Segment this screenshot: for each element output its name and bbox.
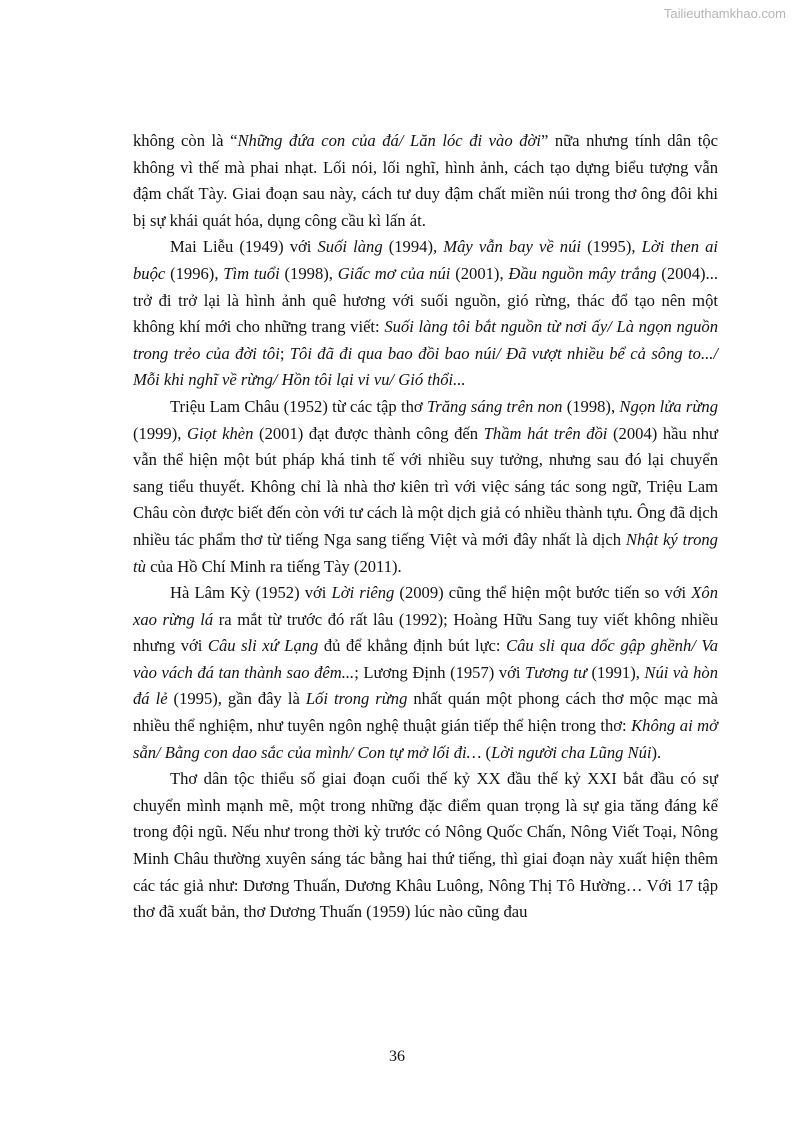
- text-run: nhất quán một phong cách thơ mộc mạc mà nhiều thể nghiệm, như tuyên ngôn nghệ thuật gián tiếp thể hiện trong thơ:: [133, 689, 718, 736]
- text-run: (2004)... trở đi trở lại là hình ảnh quê hương với suối nguồn, gió rừng, thác đổ tạo nên một không khí mới cho những trang viết:: [133, 263, 718, 337]
- italic-run: Đầu nguồn mây trắng: [508, 263, 657, 283]
- watermark-text: Tailieuthamkhao.com: [663, 6, 786, 21]
- paragraph-3: [133, 394, 718, 580]
- text-run: (2001) đạt được thành công đến: [253, 423, 484, 443]
- italic-run: Suối làng: [317, 237, 383, 257]
- text-run: ; Lương Định (1957) với: [354, 662, 526, 682]
- italic-run: Câu sli qua dốc gập ghềnh/ Va vào vách đá tan thành sao đêm...: [133, 636, 718, 682]
- text-run: ).: [651, 742, 662, 762]
- text-run: (: [481, 742, 492, 762]
- text-run: ;: [279, 343, 290, 363]
- text-run: Hà Lâm Kỳ (1952) với: [170, 583, 332, 603]
- paragraph-1: [133, 128, 718, 234]
- italic-run: Núi và hòn đá lẻ: [133, 662, 719, 709]
- document-body: [133, 128, 718, 926]
- italic-run: Lối trong rừng: [305, 689, 408, 709]
- text-run: (1996): [165, 263, 215, 283]
- italic-run: Thầm hát trên đồi: [483, 423, 608, 443]
- text-run: (1995), gần đây là: [167, 689, 306, 709]
- text-run: (1999),: [133, 423, 187, 443]
- text-run: (2001),: [450, 263, 509, 283]
- italic-run: Tương tư: [525, 662, 587, 682]
- italic-run: , Lời then ai buộc: [133, 237, 719, 283]
- text-run: (1994): [382, 237, 433, 257]
- text-run: ” nữa nhưng tính dân tộc không vì thế mà phai nhạt. Lối nói, lối nghĩ, hình ảnh, cách tạo dựng biểu tượng vẫn đậm chất Tày. Giai đoạn sau này, cách tư duy đậm chất miền núi trong thơ ông đôi khi bị sự khái quát hóa, dụng công cầu kì lấn át.: [133, 131, 718, 230]
- italic-run: , Mây vẫn bay về núi: [432, 237, 582, 257]
- text-run: (2004) hầu như vẫn thể hiện một bút pháp khá tinh tế với nhiều suy tưởng, nhưng sau đó lại chuyển sang tiểu thuyết. Không chỉ là nhà thơ kiên trì với việc sáng tác song ngữ, Triệu Lam Châu còn được biết đến còn với tư cách là một dịch giả có nhiều thành tựu. Ông đã dịch nhiều tác phẩm thơ từ tiếng Nga sang tiếng Việt và mới đây nhất là dịch: [133, 423, 719, 549]
- text-run: ra mắt từ trước đó rất lâu (1992); Hoàng Hữu Sang tuy viết không nhiều nhưng với: [133, 609, 719, 656]
- italic-run: , Tìm tuổi: [214, 263, 280, 283]
- text-run: đủ để khẳng định bút lực:: [318, 636, 507, 656]
- page-number: 36: [389, 1048, 405, 1065]
- paragraph-4: [133, 580, 718, 766]
- italic-run: Những đứa con của đá/ Lăn lóc đi vào đời: [237, 131, 541, 150]
- italic-run: Giấc mơ của núi: [337, 263, 451, 283]
- text-run: không còn là “: [133, 131, 238, 150]
- text-run: (1995): [581, 237, 632, 257]
- text-run: (2009) cũng thể hiện một bước tiến so với: [394, 583, 692, 603]
- italic-run: Lời người cha Lũng Núi: [491, 742, 652, 762]
- italic-run: Nhật ký trong tù: [133, 529, 718, 576]
- italic-run: Ngọn lửa rừng: [619, 396, 718, 416]
- italic-run: Suối làng tôi bắt nguồn từ nơi ấy/ Là ngọn nguồn trong trẻo của đời tôi: [133, 317, 718, 363]
- text-run: của Hồ Chí Minh ra tiếng Tày (2011).: [145, 556, 402, 576]
- italic-run: Xôn xao rừng lá: [133, 583, 718, 629]
- paragraph-5: [133, 766, 718, 926]
- paragraph-2: [133, 234, 718, 394]
- text-run: (1991),: [586, 662, 645, 682]
- italic-run: Câu sli xứ Lạng: [207, 636, 319, 656]
- italic-run: Giọt khèn: [187, 423, 254, 443]
- text-run: (1998),: [562, 396, 620, 416]
- italic-run: Tôi đã đi qua bao đồi bao núi/ Đã vượt nhiều bể cả sông to.../ Mỗi khi nghĩ về rừng/ Hồn tôi lại vi vu/ Gió thổi...: [133, 343, 718, 390]
- italic-run: Trăng sáng trên non: [426, 396, 563, 416]
- text-run: (1998),: [279, 263, 338, 283]
- italic-run: Không ai mở sẵn/ Bằng con dao sắc của mình/ Con tự mở lối đi…: [133, 716, 718, 762]
- text-run: Thơ dân tộc thiểu số giai đoạn cuối thế kỷ XX đầu thế kỷ XXI bắt đầu có sự chuyển mình mạnh mẽ, một trong những đặc điểm quan trọng là sự gia tăng đáng kể trong đội ngũ. Nếu như trong thời kỳ trước có Nông Quốc Chấn, Nông Viết Toại, Nông Minh Châu thường xuyên sáng tác bằng hai thứ tiếng, thì giai đoạn này xuất hiện thêm các tác giả như: Dương Thuấn, Dương Khâu Luông, Nông Thị Tô Hường… Với 17 tập thơ đã xuất bản, thơ Dương Thuấn (1959) lúc nào cũng đau: [133, 769, 718, 922]
- text-run: Mai Liễu (1949) với: [170, 237, 318, 257]
- text-run: Triệu Lam Châu (1952) từ các tập thơ: [170, 396, 427, 416]
- italic-run: Lời riêng: [331, 583, 395, 603]
